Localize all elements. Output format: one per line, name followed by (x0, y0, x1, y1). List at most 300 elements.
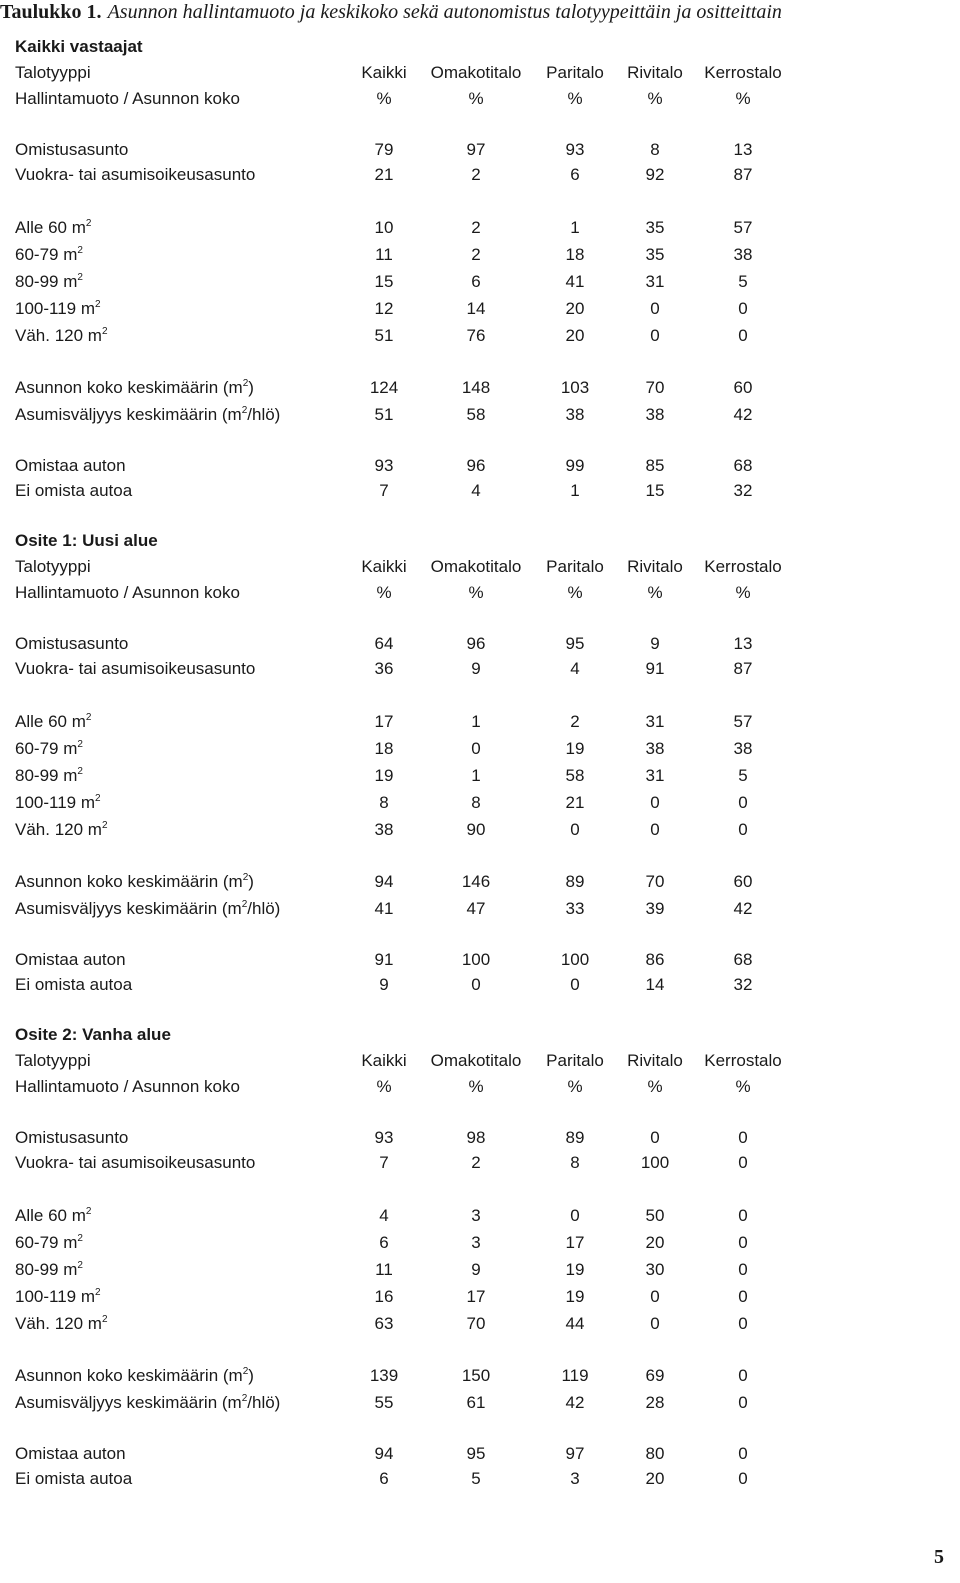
value-cell: 0 (650, 299, 660, 318)
row-label (15, 162, 255, 188)
row-label-text: Alle 60 m (15, 218, 86, 237)
squared-superscript: 2 (242, 378, 249, 389)
value-cell: 60 (733, 378, 753, 397)
value-cell: 38 (645, 405, 665, 424)
table-row (15, 478, 845, 504)
value-cell: 6 (570, 165, 580, 184)
squared-superscript: 2 (95, 1287, 101, 1298)
table-row (15, 869, 845, 895)
value-cell: 1 (570, 218, 580, 237)
value-cell: 98 (466, 1128, 486, 1147)
row-label (15, 1150, 255, 1176)
value-cell: 87 (733, 165, 753, 184)
value-cell: 86 (645, 950, 665, 969)
row-label (15, 242, 83, 268)
type-label: Talotyyppi (15, 1051, 91, 1070)
value-cell: 32 (733, 975, 753, 994)
value-cell: 13 (733, 634, 753, 653)
page-number: 5 (934, 1546, 944, 1568)
row-label-text: Väh. 120 m (15, 820, 102, 839)
row-label (15, 1466, 132, 1492)
value-cell: 17 (466, 1287, 486, 1306)
value-cell: 2 (471, 245, 481, 264)
value-cell: 0 (650, 1314, 660, 1333)
value-cell: 89 (565, 1128, 585, 1147)
row-label (15, 1125, 128, 1151)
value-cell: 36 (374, 659, 394, 678)
value-cell: 41 (374, 899, 394, 918)
column-header-row (15, 554, 845, 580)
table-row (15, 1150, 845, 1176)
section-title: Kaikki vastaajat (15, 37, 143, 56)
value-cell: 35 (645, 218, 665, 237)
row-label-text: 60-79 m (15, 1233, 78, 1252)
value-cell: 20 (565, 299, 585, 318)
value-cell: 21 (374, 165, 394, 184)
value-cell: 0 (738, 1233, 748, 1252)
value-cell: 68 (733, 950, 753, 969)
value-cell: 85 (645, 456, 665, 475)
value-cell: 11 (375, 245, 393, 264)
value-cell: 63 (374, 1314, 394, 1333)
column-header: Omakotitalo (430, 557, 522, 576)
row-label-suffix: /hlö) (247, 1393, 281, 1412)
value-cell: 80 (645, 1444, 665, 1463)
value-cell: 76 (466, 326, 486, 345)
table-row (15, 656, 845, 682)
value-cell: 58 (565, 766, 585, 785)
value-cell: 91 (374, 950, 394, 969)
row-label-text: 100-119 m (15, 793, 96, 812)
value-cell: 93 (374, 456, 394, 475)
row-label-text: Omistusasunto (15, 140, 129, 159)
value-cell: 97 (565, 1444, 585, 1463)
value-cell: 9 (471, 659, 481, 678)
table-row (15, 736, 845, 762)
subheader-label: Hallintamuoto / Asunnon koko (15, 89, 240, 108)
value-cell: 4 (570, 659, 580, 678)
value-cell: 0 (738, 793, 748, 812)
row-label-text: Vuokra- tai asumisoikeusasunto (15, 659, 256, 678)
value-cell: 0 (738, 299, 748, 318)
value-cell: 16 (374, 1287, 394, 1306)
value-cell: 57 (733, 218, 753, 237)
row-label (15, 1441, 126, 1467)
value-cell: 19 (374, 766, 394, 785)
column-header: Kaikki (361, 557, 407, 576)
value-cell: 38 (733, 245, 753, 264)
column-header: Kaikki (361, 1051, 407, 1070)
table-row (15, 162, 845, 188)
table-row (15, 402, 845, 428)
value-cell: 91 (645, 659, 665, 678)
unit-cell: % (376, 1077, 392, 1096)
row-label (15, 763, 83, 789)
value-cell: 51 (374, 405, 394, 424)
squared-superscript: 2 (95, 793, 101, 804)
value-cell: 0 (570, 1206, 580, 1225)
row-label (15, 790, 101, 816)
row-label (15, 896, 280, 922)
row-label-text: 100-119 m (15, 1287, 96, 1306)
value-cell: 19 (565, 739, 585, 758)
type-label: Talotyyppi (15, 557, 91, 576)
row-label (15, 375, 254, 401)
row-label-text: 80-99 m (15, 766, 78, 785)
unit-cell: % (376, 89, 392, 108)
table-row (15, 137, 845, 163)
value-cell: 47 (466, 899, 486, 918)
column-header: Kaikki (361, 63, 407, 82)
squared-superscript: 2 (101, 820, 108, 831)
value-cell: 148 (461, 378, 491, 397)
unit-cell: % (647, 89, 663, 108)
column-header-row (15, 60, 845, 86)
value-cell: 92 (645, 165, 665, 184)
row-label-text: Omistusasunto (15, 634, 129, 653)
squared-superscript: 2 (77, 1260, 83, 1271)
type-label: Talotyyppi (15, 63, 91, 82)
table-row (15, 323, 845, 349)
squared-superscript: 2 (77, 739, 83, 750)
table-row (15, 1257, 845, 1283)
squared-superscript: 2 (101, 326, 108, 337)
unit-cell: % (647, 1077, 663, 1096)
row-label (15, 137, 128, 163)
subheader-label: Hallintamuoto / Asunnon koko (15, 1077, 240, 1096)
row-label-text: Omistaa auton (15, 456, 126, 475)
row-label (15, 402, 280, 428)
table-row (15, 215, 845, 241)
value-cell: 41 (565, 272, 585, 291)
value-cell: 42 (733, 899, 753, 918)
column-header: Paritalo (546, 63, 604, 82)
value-cell: 0 (738, 326, 748, 345)
value-cell: 38 (645, 739, 665, 758)
squared-superscript: 2 (77, 272, 83, 283)
row-label-suffix: ) (248, 378, 254, 397)
row-label (15, 1311, 108, 1337)
table-row (15, 1284, 845, 1310)
value-cell: 20 (565, 326, 585, 345)
column-header-row (15, 1048, 845, 1074)
squared-superscript: 2 (242, 872, 249, 883)
value-cell: 51 (374, 326, 394, 345)
value-cell: 0 (650, 793, 660, 812)
row-label-suffix: /hlö) (247, 405, 281, 424)
value-cell: 68 (733, 456, 753, 475)
row-label-text: 80-99 m (15, 1260, 78, 1279)
row-label (15, 656, 255, 682)
unit-cell: % (567, 1077, 583, 1096)
value-cell: 103 (560, 378, 590, 397)
row-label (15, 1230, 83, 1256)
value-cell: 15 (374, 272, 394, 291)
value-cell: 18 (374, 739, 394, 758)
row-label-suffix: ) (248, 872, 254, 891)
section-title: Osite 1: Uusi alue (15, 531, 158, 550)
row-label (15, 269, 83, 295)
value-cell: 100 (461, 950, 491, 969)
value-cell: 0 (570, 975, 580, 994)
value-cell: 139 (369, 1366, 399, 1385)
value-cell: 0 (650, 326, 660, 345)
table-row (15, 242, 845, 268)
value-cell: 17 (565, 1233, 585, 1252)
value-cell: 42 (733, 405, 753, 424)
value-cell: 2 (471, 1153, 481, 1172)
value-cell: 58 (466, 405, 486, 424)
value-cell: 1 (471, 766, 481, 785)
value-cell: 55 (374, 1393, 394, 1412)
value-cell: 6 (471, 272, 481, 291)
table-row (15, 1311, 845, 1337)
table-row (15, 896, 845, 922)
value-cell: 35 (645, 245, 665, 264)
squared-superscript: 2 (85, 218, 92, 229)
value-cell: 7 (379, 1153, 389, 1172)
value-cell: 93 (374, 1128, 394, 1147)
squared-superscript: 2 (242, 1366, 249, 1377)
value-cell: 39 (645, 899, 665, 918)
value-cell: 61 (466, 1393, 486, 1412)
unit-cell: % (468, 1077, 484, 1096)
value-cell: 97 (466, 140, 486, 159)
value-cell: 38 (733, 739, 753, 758)
row-label (15, 296, 101, 322)
value-cell: 124 (369, 378, 399, 397)
value-cell: 5 (738, 272, 748, 291)
value-cell: 0 (570, 820, 580, 839)
value-cell: 70 (466, 1314, 486, 1333)
table-row (15, 1125, 845, 1151)
row-label (15, 323, 108, 349)
value-cell: 70 (645, 872, 665, 891)
value-cell: 32 (733, 481, 753, 500)
value-cell: 0 (471, 739, 481, 758)
row-label (15, 736, 83, 762)
row-label (15, 972, 132, 998)
row-label-text: 100-119 m (15, 299, 96, 318)
table-row (15, 1441, 845, 1467)
value-cell: 9 (650, 634, 660, 653)
value-cell: 2 (570, 712, 580, 731)
value-cell: 20 (645, 1233, 665, 1252)
value-cell: 42 (565, 1393, 585, 1412)
value-cell: 0 (738, 1128, 748, 1147)
unit-cell: % (468, 583, 484, 602)
value-cell: 3 (570, 1469, 580, 1488)
table-row (15, 1466, 845, 1492)
table-row (15, 1390, 845, 1416)
unit-cell: % (567, 583, 583, 602)
column-header: Omakotitalo (430, 63, 522, 82)
unit-cell: % (735, 89, 751, 108)
value-cell: 90 (466, 820, 486, 839)
value-cell: 9 (471, 1260, 481, 1279)
row-label-text: Ei omista autoa (15, 1469, 133, 1488)
table-row (15, 790, 845, 816)
column-header: Rivitalo (627, 1051, 683, 1070)
squared-superscript: 2 (77, 1233, 83, 1244)
row-label-text: 60-79 m (15, 739, 78, 758)
table-row (15, 709, 845, 735)
value-cell: 0 (738, 820, 748, 839)
value-cell: 5 (471, 1469, 481, 1488)
value-cell: 31 (645, 272, 665, 291)
unit-row (15, 86, 845, 112)
value-cell: 146 (461, 872, 491, 891)
column-header: Paritalo (546, 557, 604, 576)
value-cell: 1 (471, 712, 481, 731)
row-label-text: Omistaa auton (15, 1444, 126, 1463)
value-cell: 0 (738, 1444, 748, 1463)
value-cell: 38 (374, 820, 394, 839)
value-cell: 0 (738, 1393, 748, 1412)
value-cell: 70 (645, 378, 665, 397)
column-header: Kerrostalo (704, 63, 782, 82)
value-cell: 99 (565, 456, 585, 475)
value-cell: 89 (565, 872, 585, 891)
squared-superscript: 2 (85, 712, 92, 723)
value-cell: 57 (733, 712, 753, 731)
value-cell: 12 (374, 299, 394, 318)
value-cell: 8 (471, 793, 481, 812)
table-row (15, 817, 845, 843)
value-cell: 31 (645, 766, 665, 785)
table-row (15, 453, 845, 479)
value-cell: 1 (570, 481, 580, 500)
value-cell: 0 (738, 1206, 748, 1225)
table-caption: Asunnon hallintamuoto ja keskikoko sekä autonomistus talotyypeittäin ja ositteittain (107, 1, 782, 23)
row-label-text: Ei omista autoa (15, 481, 133, 500)
row-label (15, 869, 254, 895)
value-cell: 93 (565, 140, 585, 159)
value-cell: 4 (471, 481, 481, 500)
squared-superscript: 2 (77, 766, 83, 777)
subheader-label: Hallintamuoto / Asunnon koko (15, 583, 240, 602)
row-label-text: Vuokra- tai asumisoikeusasunto (15, 1153, 256, 1172)
table-row (15, 631, 845, 657)
table-row (15, 1203, 845, 1229)
column-header: Kerrostalo (704, 557, 782, 576)
value-cell: 94 (374, 1444, 394, 1463)
row-label-text: Asumisväljyys keskimäärin (m (15, 899, 242, 918)
value-cell: 14 (466, 299, 486, 318)
squared-superscript: 2 (101, 1314, 108, 1325)
value-cell: 64 (374, 634, 394, 653)
row-label-text: Asunnon koko keskimäärin (m (15, 1366, 243, 1385)
value-cell: 0 (650, 820, 660, 839)
column-header: Rivitalo (627, 557, 683, 576)
value-cell: 4 (379, 1206, 389, 1225)
value-cell: 11 (375, 1260, 393, 1279)
section-title: Osite 2: Vanha alue (15, 1025, 171, 1044)
value-cell: 8 (379, 793, 389, 812)
table-row (15, 1230, 845, 1256)
table-row (15, 763, 845, 789)
unit-row (15, 580, 845, 606)
value-cell: 44 (565, 1314, 585, 1333)
row-label-text: Asunnon koko keskimäärin (m (15, 378, 243, 397)
table-row (15, 296, 845, 322)
table-row (15, 1363, 845, 1389)
value-cell: 119 (561, 1366, 589, 1385)
value-cell: 14 (645, 975, 665, 994)
value-cell: 38 (565, 405, 585, 424)
value-cell: 13 (733, 140, 753, 159)
value-cell: 18 (565, 245, 585, 264)
value-cell: 31 (645, 712, 665, 731)
row-label (15, 1203, 91, 1229)
value-cell: 96 (466, 456, 486, 475)
table-title (0, 0, 790, 26)
value-cell: 28 (645, 1393, 665, 1412)
row-label (15, 1257, 83, 1283)
value-cell: 8 (570, 1153, 580, 1172)
value-cell: 21 (565, 793, 585, 812)
value-cell: 0 (471, 975, 481, 994)
value-cell: 19 (565, 1287, 585, 1306)
squared-superscript: 2 (95, 299, 101, 310)
row-label-text: Ei omista autoa (15, 975, 133, 994)
table-label: Taulukko 1. (0, 1, 102, 23)
column-header: Paritalo (546, 1051, 604, 1070)
table-row (15, 375, 845, 401)
row-label (15, 709, 91, 735)
value-cell: 0 (738, 1153, 748, 1172)
row-label (15, 215, 91, 241)
row-label-text: Omistusasunto (15, 1128, 129, 1147)
value-cell: 2 (471, 218, 481, 237)
value-cell: 150 (461, 1366, 491, 1385)
row-label-text: 80-99 m (15, 272, 78, 291)
row-label-text: Omistaa auton (15, 950, 126, 969)
row-label-suffix: ) (248, 1366, 254, 1385)
value-cell: 33 (565, 899, 585, 918)
value-cell: 94 (374, 872, 394, 891)
row-label (15, 1363, 254, 1389)
unit-cell: % (376, 583, 392, 602)
unit-cell: % (647, 583, 663, 602)
row-label-text: Alle 60 m (15, 712, 86, 731)
table-row (15, 972, 845, 998)
row-label (15, 817, 108, 843)
value-cell: 30 (645, 1260, 665, 1279)
unit-cell: % (468, 89, 484, 108)
row-label (15, 453, 126, 479)
value-cell: 5 (738, 766, 748, 785)
row-label-text: Asunnon koko keskimäärin (m (15, 872, 243, 891)
row-label-text: Vuokra- tai asumisoikeusasunto (15, 165, 256, 184)
row-label (15, 478, 132, 504)
value-cell: 8 (650, 140, 660, 159)
unit-cell: % (735, 583, 751, 602)
row-label-text: Asumisväljyys keskimäärin (m (15, 1393, 242, 1412)
squared-superscript: 2 (241, 1393, 248, 1404)
unit-cell: % (735, 1077, 751, 1096)
row-label (15, 1284, 101, 1310)
table-row (15, 269, 845, 295)
column-header: Rivitalo (627, 63, 683, 82)
value-cell: 95 (565, 634, 585, 653)
value-cell: 100 (560, 950, 590, 969)
value-cell: 3 (471, 1206, 481, 1225)
value-cell: 0 (738, 1314, 748, 1333)
unit-row (15, 1074, 845, 1100)
row-label-text: Väh. 120 m (15, 1314, 102, 1333)
value-cell: 2 (471, 165, 481, 184)
